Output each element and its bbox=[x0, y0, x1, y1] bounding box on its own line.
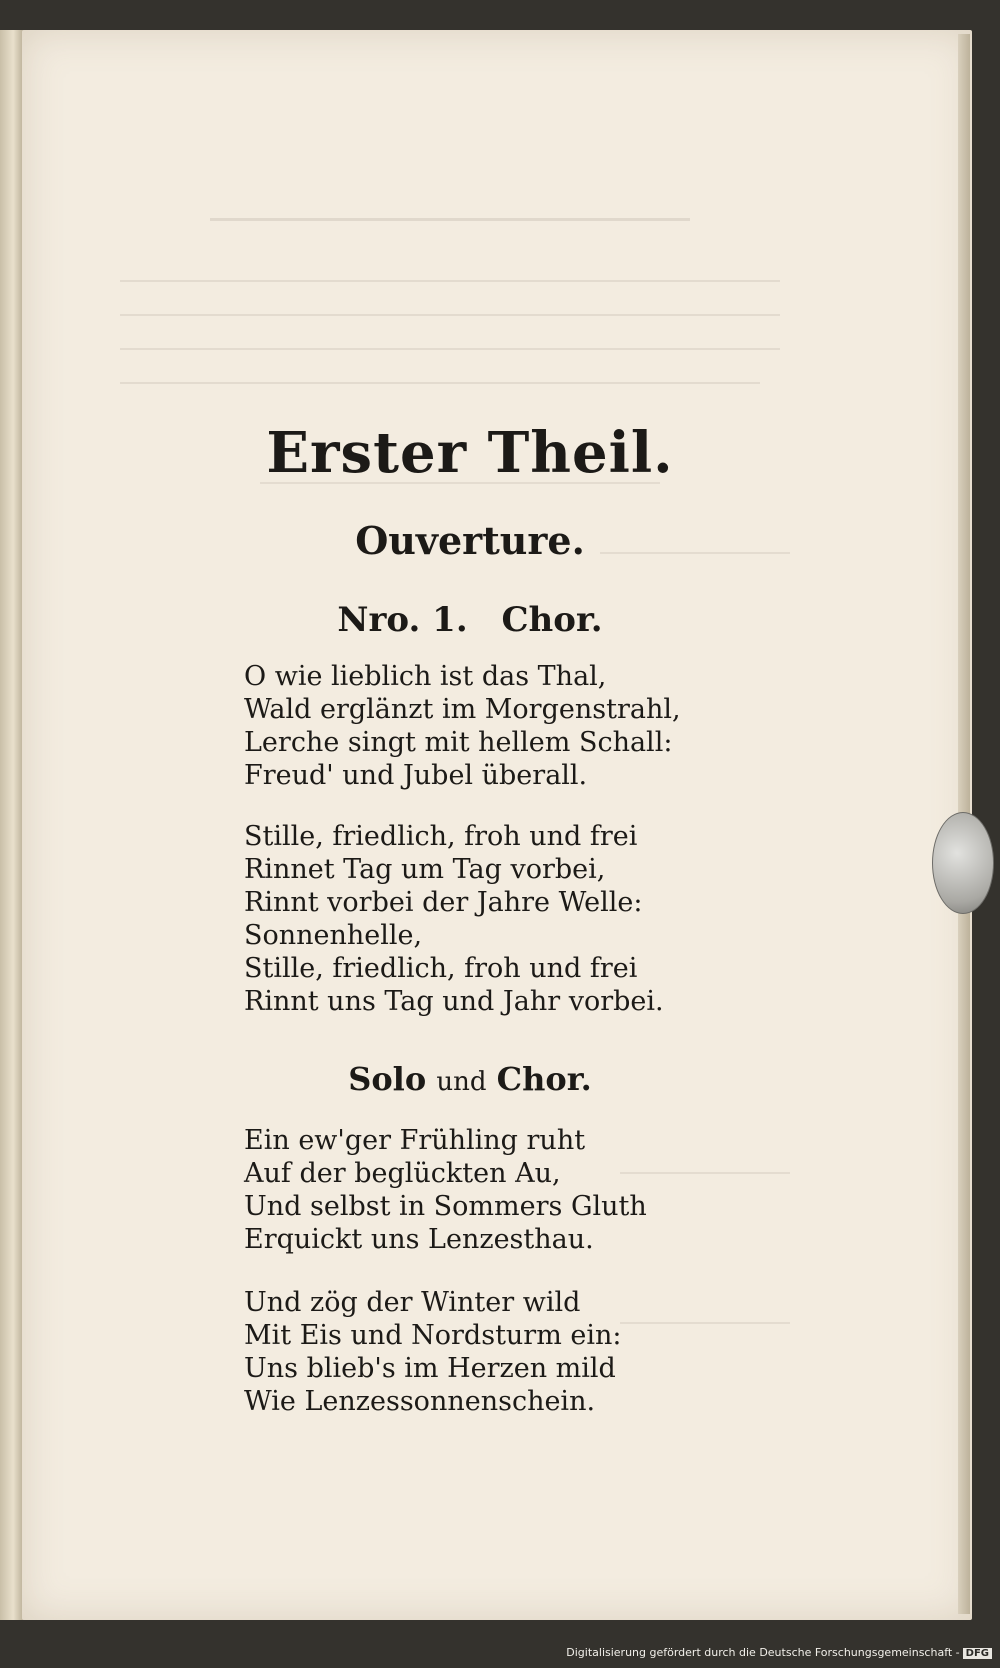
part-title: Erster Theil. bbox=[266, 420, 674, 486]
verse-line: Stille, friedlich, froh und frei bbox=[244, 953, 638, 984]
und-label: und bbox=[436, 1067, 487, 1097]
verse-line: Ein ew'ger Frühling ruht bbox=[244, 1125, 586, 1156]
verse-line: Freud' und Jubel überall. bbox=[244, 760, 588, 791]
overture-heading: Ouverture. bbox=[355, 518, 585, 563]
number-value: 1. bbox=[432, 600, 468, 640]
verse-line: Stille, friedlich, froh und frei bbox=[244, 821, 638, 852]
verse-line: Sonnenhelle, bbox=[244, 920, 423, 951]
verse-line: Uns blieb's im Herzen mild bbox=[244, 1353, 616, 1384]
solo-stanza-2 bbox=[244, 1286, 622, 1418]
digitization-credit bbox=[566, 1646, 992, 1659]
verse-line: Rinnt vorbei der Jahre Welle: bbox=[244, 887, 643, 918]
solo-chor-heading bbox=[0, 1060, 940, 1098]
chor-stanza-2 bbox=[244, 820, 664, 1018]
chor-stanza-1 bbox=[244, 660, 681, 792]
verse-line: O wie lieblich ist das Thal, bbox=[244, 661, 607, 692]
chor-label: Chor. bbox=[496, 1060, 592, 1098]
number-prefix: Nro. bbox=[337, 600, 421, 640]
verse-line: Wald erglänzt im Morgenstrahl, bbox=[244, 694, 681, 725]
verse-line: Wie Lenzessonnenschein. bbox=[244, 1386, 596, 1417]
number-label: Chor. bbox=[501, 600, 603, 640]
dfg-logo: DFG bbox=[963, 1648, 992, 1659]
verse-line: Und zög der Winter wild bbox=[244, 1287, 581, 1318]
verse-line: Rinnt uns Tag und Jahr vorbei. bbox=[244, 986, 664, 1017]
verse-line: Und selbst in Sommers Gluth bbox=[244, 1191, 647, 1222]
number-heading bbox=[0, 600, 940, 640]
verse-line: Lerche singt mit hellem Schall: bbox=[244, 727, 673, 758]
verse-line: Erquickt uns Lenzesthau. bbox=[244, 1224, 594, 1255]
credit-text: Digitalisierung gefördert durch die Deutsche Forschungsgemeinschaft - bbox=[566, 1646, 960, 1659]
verse-line: Rinnet Tag um Tag vorbei, bbox=[244, 854, 606, 885]
verse-line: Auf der beglückten Au, bbox=[244, 1158, 561, 1189]
solo-stanza-1 bbox=[244, 1124, 647, 1256]
solo-label: Solo bbox=[348, 1060, 427, 1098]
verse-line: Mit Eis und Nordsturm ein: bbox=[244, 1320, 622, 1351]
